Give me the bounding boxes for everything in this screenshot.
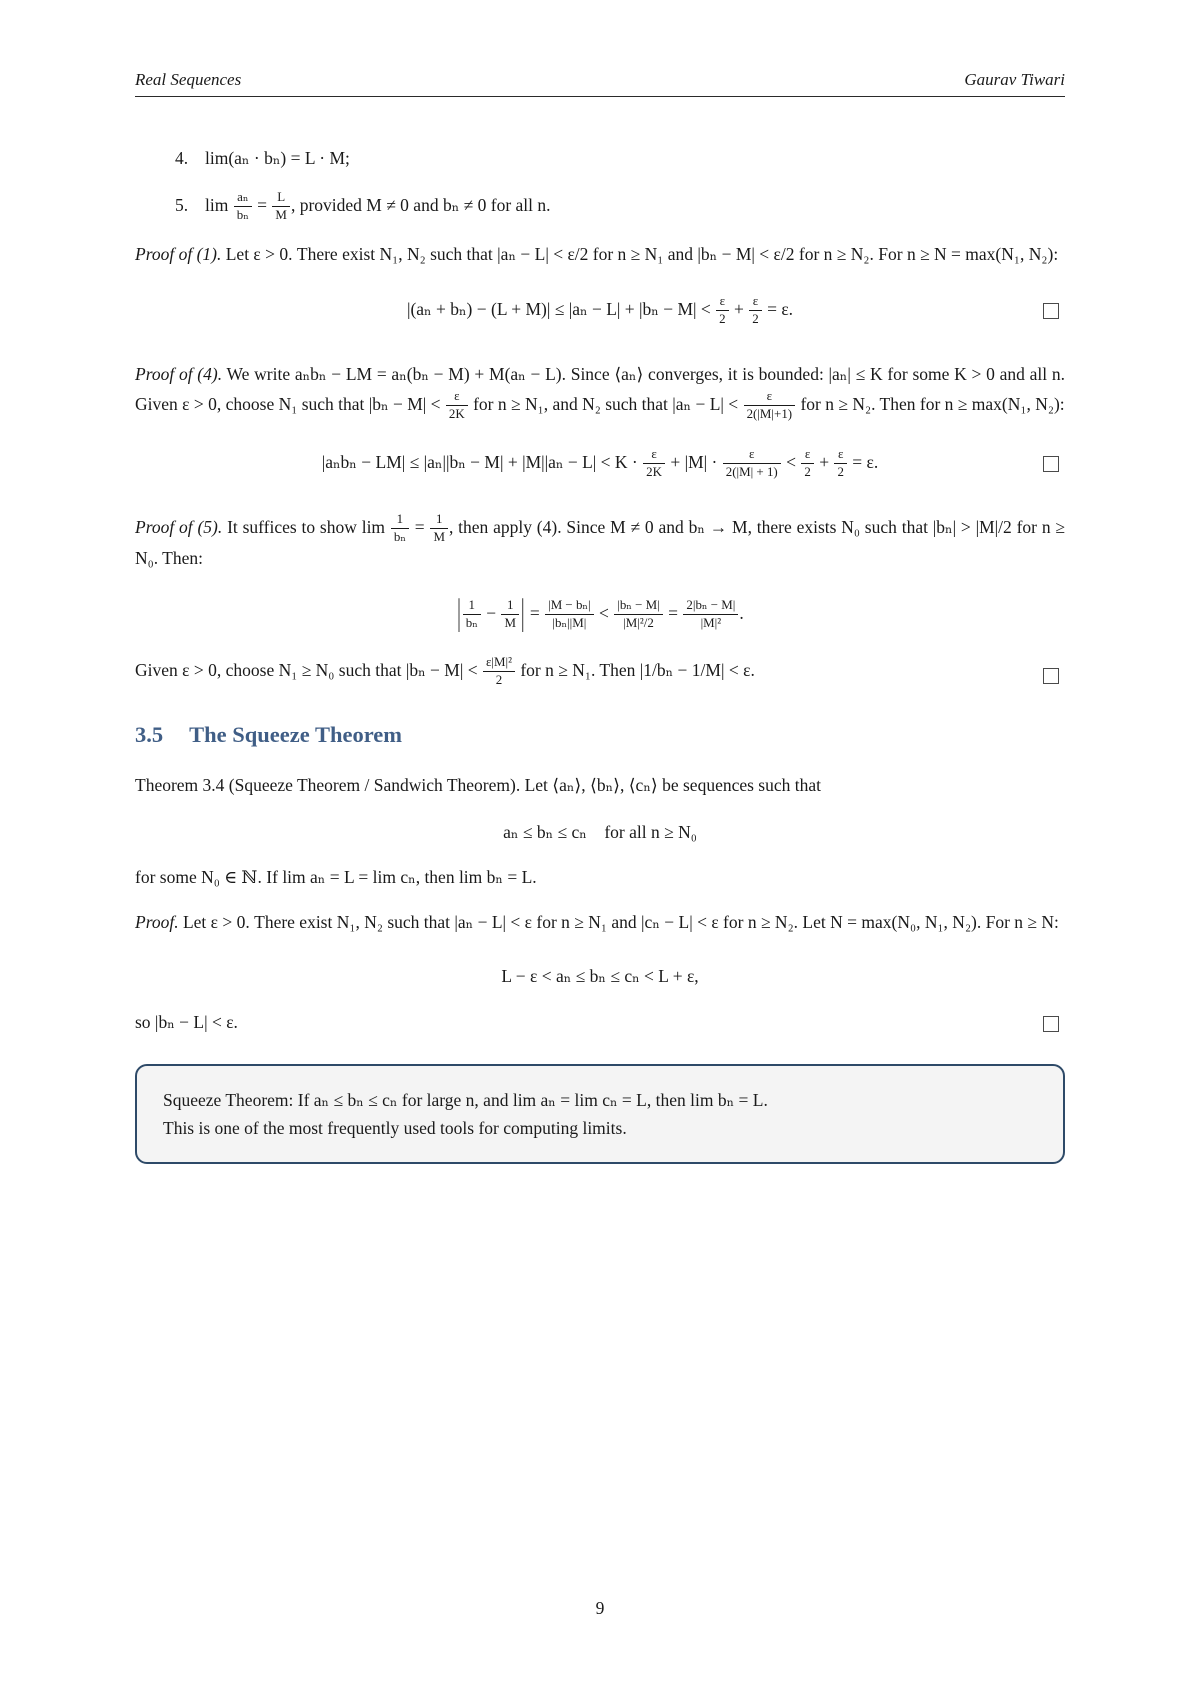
proof-of-5-paragraph: Proof of (5). It suffices to show lim $\frac{1}{\text{bₙ}}$ = $\frac{1}{M}$ , then apply (4). Since M ≠ 0 and bₙ → M, there exists N₀ such that |bₙ| > |M|/2 for n ≥ N₀. Then:: [135, 511, 1065, 568]
qed-square-icon: [1043, 303, 1059, 319]
page-number: 9: [595, 1598, 605, 1618]
equation-text: | $\frac{1}{\text{bₙ}}$ − $\frac{1}{M}$ | = $\frac{\text{|M − bₙ|}}{\text{|bₙ||M|}}$ < $\frac{\text{|bₙ − M|}}{\text{|M|²/2}}$ = $\frac{\text{2|bₙ − M|}}{\text{|M|²}}$ .: [457, 590, 744, 633]
equation-squeeze-inequality: [135, 811, 1065, 853]
callout-line-2: This is one of the most frequently used tools for computing limits.: [163, 1118, 627, 1139]
list-item-number: 4.: [175, 148, 189, 168]
squeeze-theorem-callout-box: [135, 1064, 1065, 1164]
equation-sum-rule: [135, 286, 1065, 335]
equation-epsilon-sandwich: [135, 955, 1065, 997]
running-header-right: Gaurav Tiwari: [964, 70, 1065, 89]
qed-square-icon: [1043, 456, 1059, 472]
theorem-statement-paragraph: Theorem 3.4 (Squeeze Theorem / Sandwich Theorem). Let ⟨aₙ⟩, ⟨bₙ⟩, ⟨cₙ⟩ be sequences such that: [135, 775, 822, 795]
given-epsilon-paragraph: Given ε > 0, choose N₁ ≥ N₀ such that |bₙ − M| < $\frac{\text{ε|M|²}}{2}$ for n ≥ N₁. Then |1/bₙ − 1/M| < ε.: [135, 655, 1065, 688]
qed-square-icon: [1043, 668, 1059, 684]
list-item-number: 5.: [175, 195, 189, 215]
list-item-4: [135, 145, 1065, 172]
section-number: 3.5: [135, 722, 164, 747]
conclusion-paragraph: so |bₙ − L| < ε.: [135, 1009, 1065, 1036]
callout-line-1: Squeeze Theorem: If aₙ ≤ bₙ ≤ cₙ for large n, and lim aₙ = lim cₙ = L, then lim bₙ = L.: [163, 1090, 768, 1111]
list-item-text: lim(aₙ · bₙ) = L · M;: [205, 148, 350, 168]
equation-text: L − ε < aₙ ≤ bₙ ≤ cₙ < L + ε,: [501, 965, 699, 986]
squeeze-proof-paragraph: Proof. Let ε > 0. There exist N₁, N₂ such that |aₙ − L| < ε for n ≥ N₁ and |cₙ − L| < ε for n ≥ N₂. Let N = max(N₀, N₁, N₂). For n ≥ N:: [135, 912, 1059, 933]
section-heading: [135, 722, 1065, 748]
limit-properties-list: [135, 145, 1065, 223]
running-header-left: Real Sequences: [135, 70, 242, 89]
qed-square-icon: [1043, 1016, 1059, 1032]
running-header: [135, 70, 1065, 97]
equation-text: |(aₙ + bₙ) − (L + M)| ≤ |aₙ − L| + |bₙ − M| < $\frac{\varepsilon}{2}$ + $\frac{\varepsilon}{2}$ = ε.: [406, 293, 794, 327]
equation-text: |aₙbₙ − LM| ≤ |aₙ||bₙ − M| + |M||aₙ − L| < K · $\frac{\varepsilon}{2K}$ + |M| · $\frac{\varepsilon}{2(|M| + 1)}$ < $\frac{\varepsilon}{2}$ + $\frac{\varepsilon}{2}$ = ε.: [321, 446, 879, 480]
equation-text: aₙ ≤ bₙ ≤ cₙ for all n ≥ N₀: [503, 822, 697, 843]
equation-product-rule: [135, 439, 1065, 488]
equation-reciprocal-bound: [135, 590, 1065, 639]
proof-of-1-paragraph: Proof of (1). Let ε > 0. There exist N₁, N₂ such that |aₙ − L| < ε/2 for n ≥ N₁ and |bₙ − M| < ε/2 for n ≥ N₂. For n ≥ N = max(N₁, N₂):: [135, 243, 1059, 264]
list-item-text: lim $\frac{\text{aₙ}}{\text{bₙ}}$ = $\frac{L}{M}$ , provided M ≠ 0 and bₙ ≠ 0 for all n.: [205, 189, 551, 223]
proof-of-4-paragraph: Proof of (4). We write aₙbₙ − LM = aₙ(bₙ − M) + M(aₙ − L). Since ⟨aₙ⟩ converges, it is bounded: |aₙ| ≤ K for some K > 0 and all n. Given ε > 0, choose N₁ such that |bₙ − M| < $\frac{\varepsilon}{2K}$ for n ≥ N₁, and N₂ such that |aₙ − L| < $\frac{\varepsilon}{2(|M|+1)}$ for n ≥ N₂. Then for n ≥ max(N₁, N₂):: [135, 364, 1066, 421]
for-some-paragraph: for some N₀ ∈ ℕ. If lim aₙ = L = lim cₙ, then lim bₙ = L.: [135, 866, 537, 887]
section-title: The Squeeze Theorem: [189, 722, 403, 747]
list-item-5: [135, 190, 1065, 223]
page-footer: [0, 1598, 1200, 1619]
